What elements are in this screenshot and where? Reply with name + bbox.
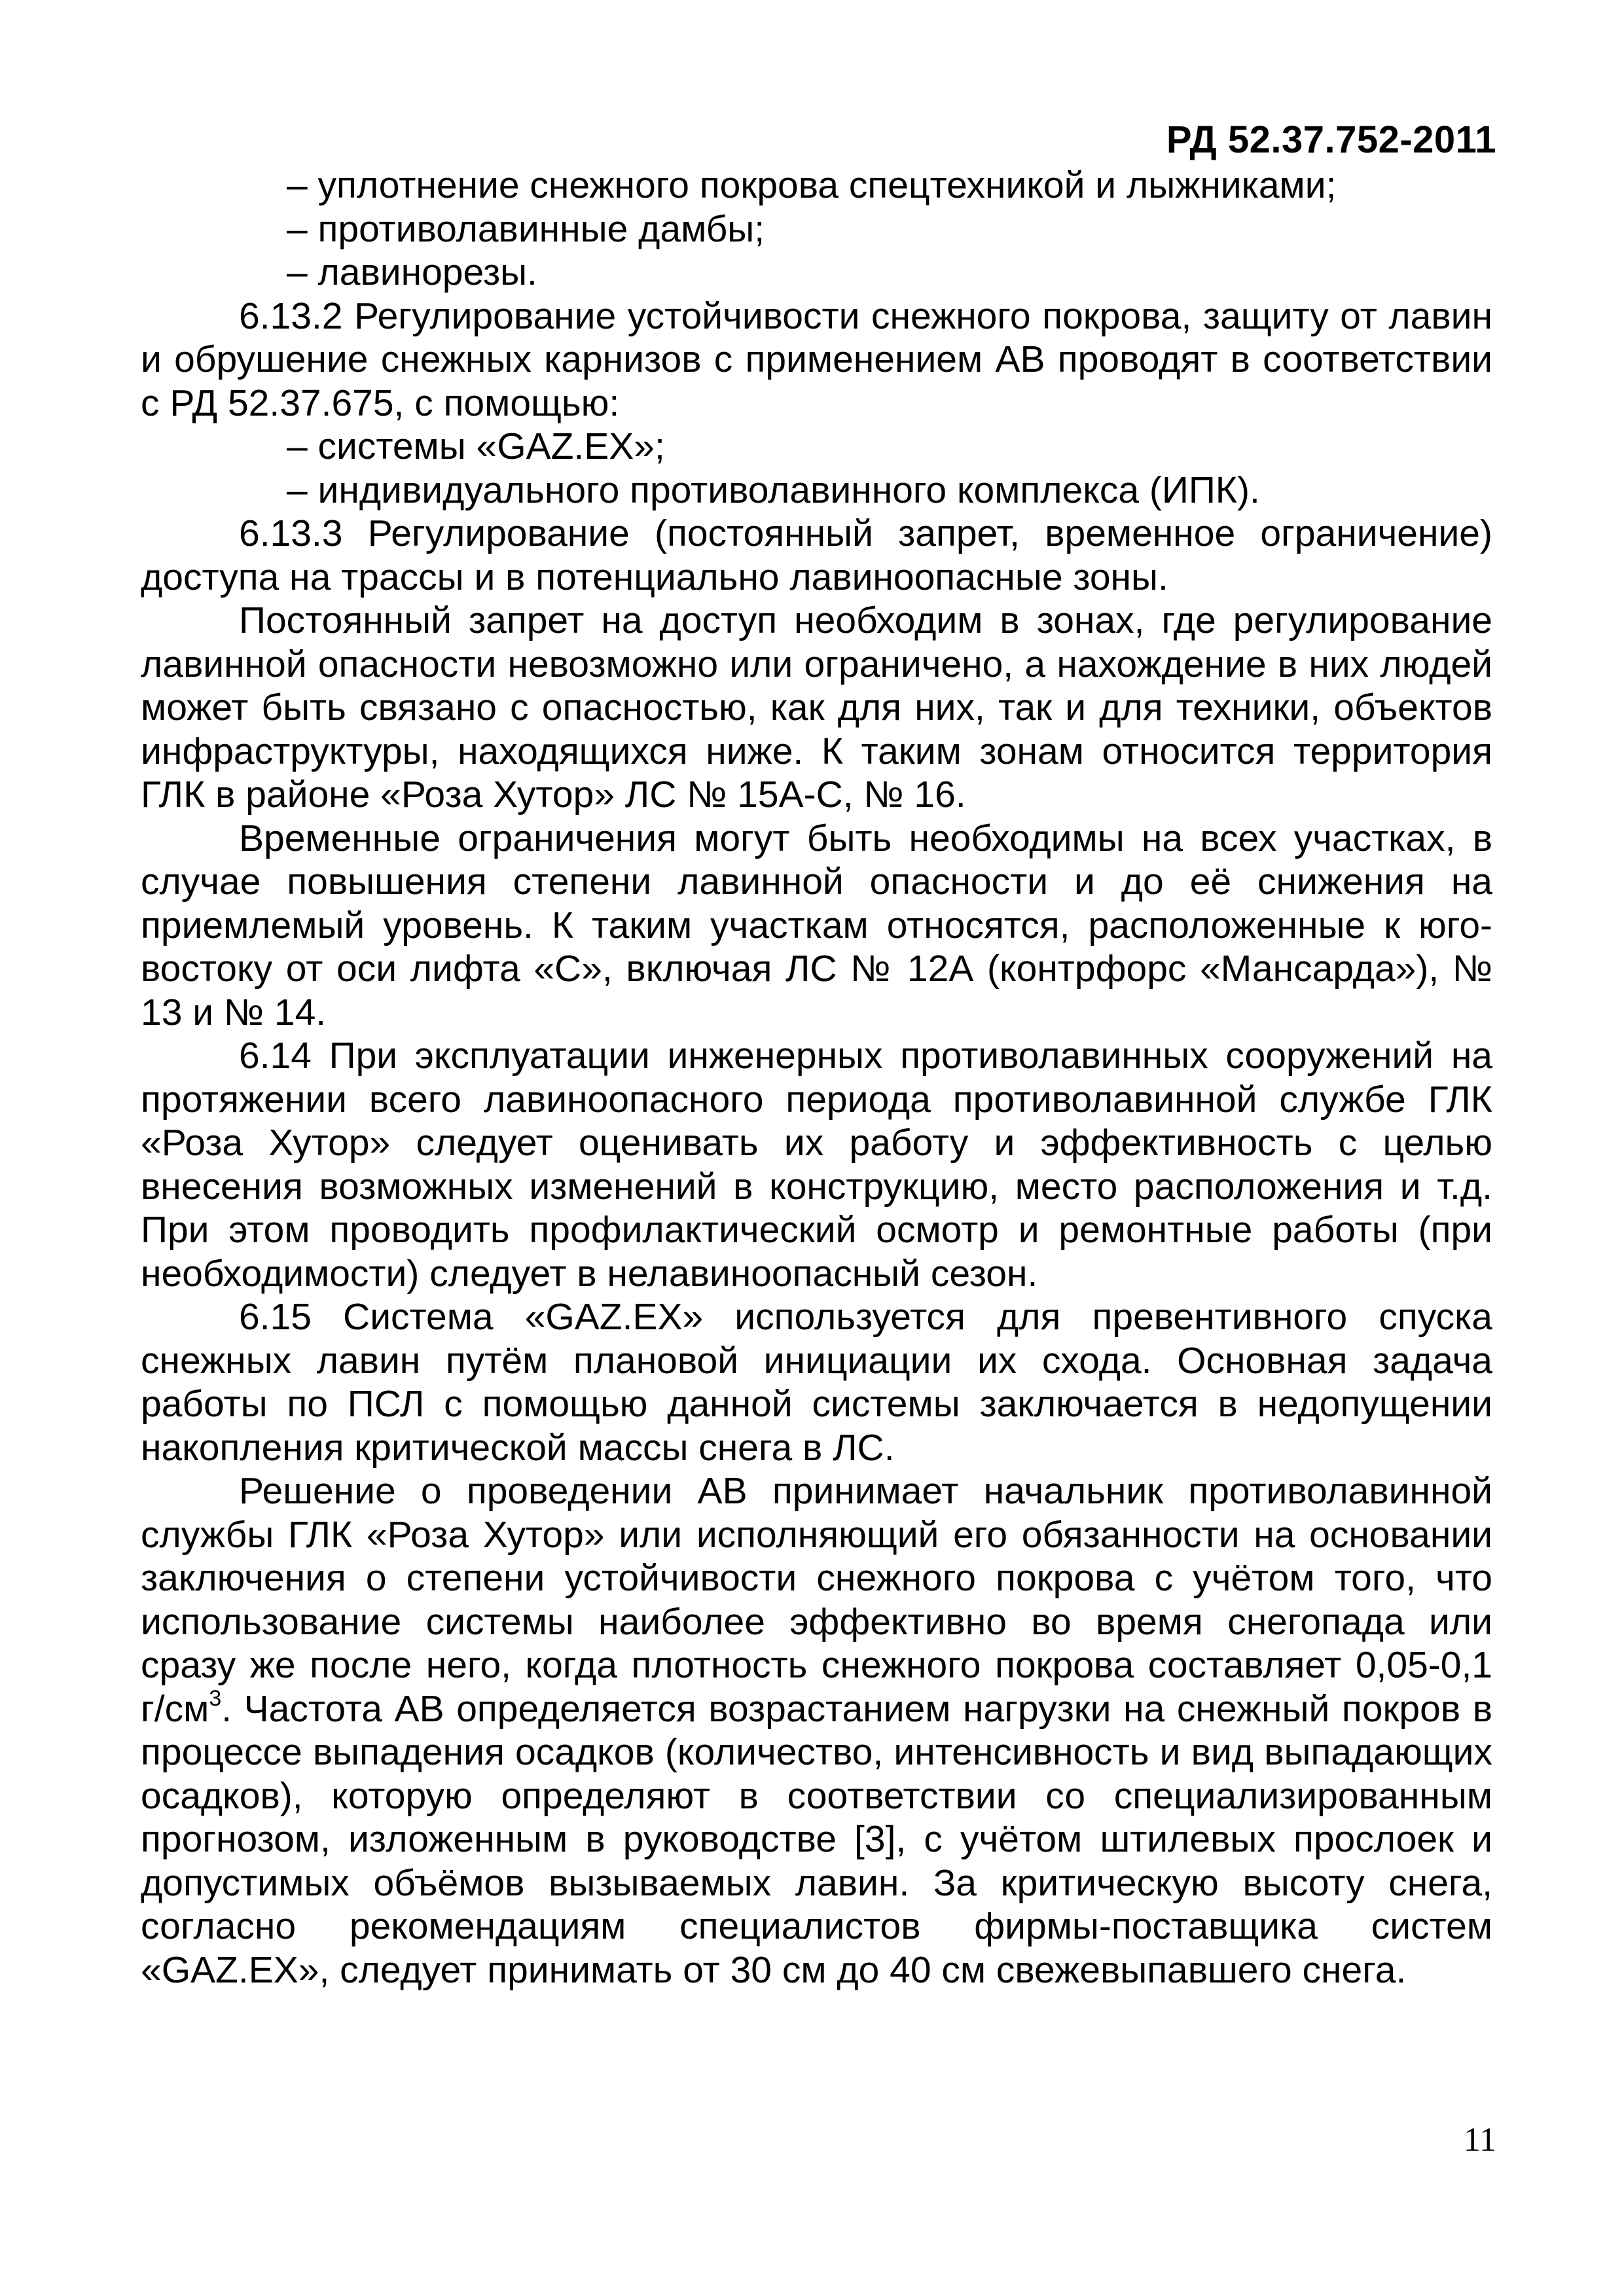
- list-item: – противолавинные дамбы;: [287, 207, 765, 250]
- superscript-cube: 3: [209, 1685, 222, 1711]
- list-item: – уплотнение снежного покрова спецтехникой и лыжниками;: [287, 164, 1337, 206]
- paragraph-6-15: 6.15 Система «GAZ.EX» используется для превентивного спуска снежных лавин путём плановой инициации их схода. Основная задача работы по ПСЛ с помощью данной системы заключается в недопущении накопления критической массы снега в ЛС.: [141, 1296, 1492, 1469]
- list-item: – индивидуального противолавинного комплекса (ИПК).: [287, 469, 1260, 511]
- paragraph-decision-part-b: . Частота АВ определяется возрастанием нагрузки на снежный покров в процессе выпадения осадков (количество, интенсивность и вид выпадающих осадков), которую определяют в соответствии со специализированным прогнозом, изложенным в руководстве [3], с учётом штилевых прослоек и допустимых объёмов вызываемых лавин. За критическую высоту снега, согласно рекомендациям специалистов фирмы-поставщика систем «GAZ.EX», следует принимать от 30 см до 40 см свежевыпавшего снега.: [141, 1687, 1492, 1991]
- paragraph-6-14: 6.14 При эксплуатации инженерных противолавинных сооружений на протяжении всего лавиноопасного периода противолавинной службе ГЛК «Роза Хутор» следует оценивать их работу и эффективность с целью внесения возможных изменений в конструкцию, место расположения и т.д. При этом проводить профилактический осмотр и ремонтные работы (при необходимости) следует в нелавиноопасный сезон.: [141, 1035, 1492, 1295]
- page-number: 11: [1463, 2121, 1496, 2159]
- list-item: – лавинорезы.: [287, 251, 537, 293]
- paragraph-decision-part-a: Решение о проведении АВ принимает начальник противолавинной службы ГЛК «Роза Хутор» или исполняющий его обязанности на основании заключения о степени устойчивости снежного покрова с учётом того, что использование системы наиболее эффективно во время снегопада или сразу же после него, когда плотность снежного покрова составляет 0,05-0,1 г/см: [141, 1470, 1492, 1730]
- body-text: [141, 164, 1492, 1992]
- document-code: РД 52.37.752-2011: [1166, 118, 1496, 161]
- paragraph-temporary-restrictions: Временные ограничения могут быть необходимы на всех участках, в случае повышения степени лавинной опасности и до её снижения на приемлемый уровень. К таким участкам относятся, расположенные к юго-востоку от оси лифта «С», включая ЛС № 12А (контрфорс «Мансарда»), № 13 и № 14.: [141, 817, 1492, 1033]
- paragraph-6-13-2: 6.13.2 Регулирование устойчивости снежного покрова, защиту от лавин и обрушение снежных карнизов с применением АВ проводят в соответствии с РД 52.37.675, с помощью:: [141, 295, 1492, 424]
- paragraph-permanent-ban: Постоянный запрет на доступ необходим в зонах, где регулирование лавинной опасности невозможно или ограничено, а нахождение в них людей может быть связано с опасностью, как для них, так и для техники, объектов инфраструктуры, находящихся ниже. К таким зонам относится территория ГЛК в районе «Роза Хутор» ЛС № 15А-С, № 16.: [141, 600, 1492, 816]
- paragraph-decision: [141, 1469, 1492, 1992]
- list-item: – системы «GAZ.EX»;: [287, 425, 665, 467]
- paragraph-6-13-3: 6.13.3 Регулирование (постоянный запрет, временное ограничение) доступа на трассы и в потенциально лавиноопасные зоны.: [141, 512, 1492, 598]
